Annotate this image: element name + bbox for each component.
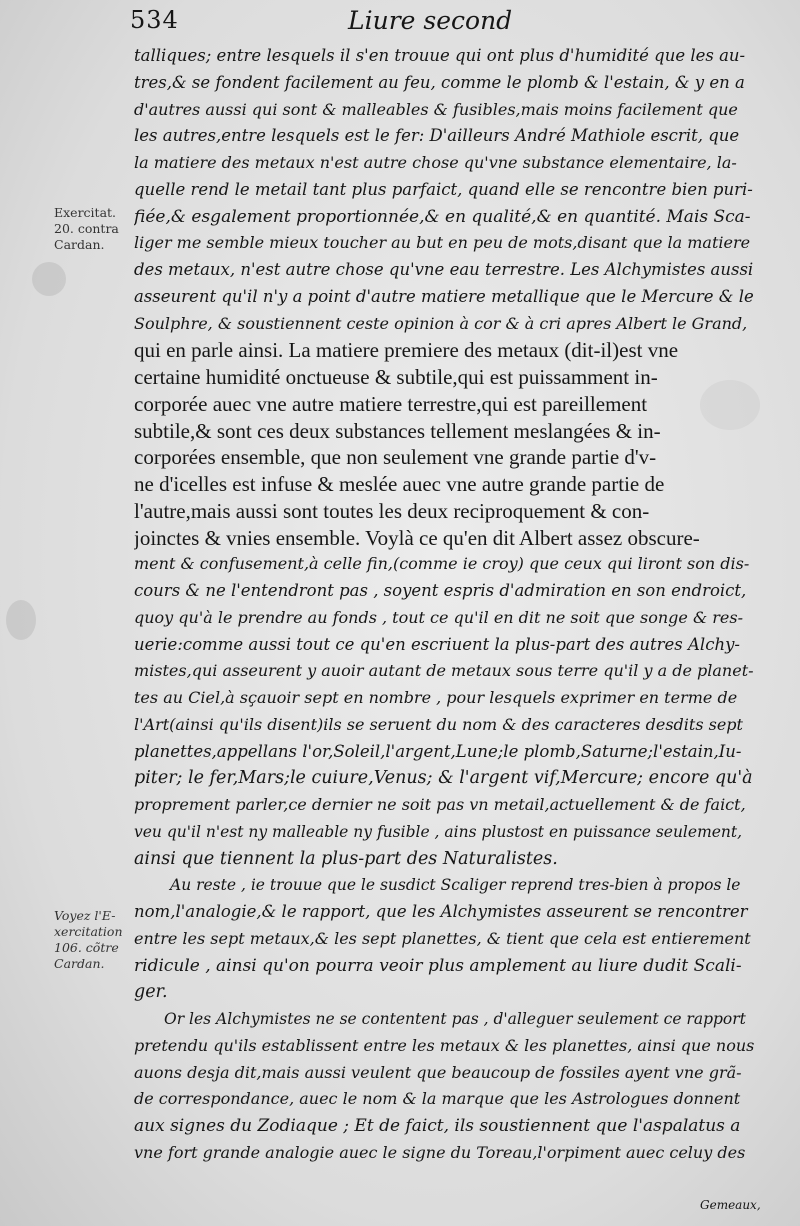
text-line: Au reste , ie trouue que le susdict Scaliger reprend tres-bien à propos le	[170, 876, 741, 895]
text-line: entre les sept metaux,& les sept planettes, & tient que cela est entierement	[134, 928, 751, 948]
text-line: joinctes & vnies ensemble. Voylà ce qu'en dit Albert assez obscure-	[134, 525, 700, 550]
page-header	[0, 6, 800, 40]
paper-stain	[32, 262, 66, 296]
text-line: subtile,& sont ces deux substances tellement meslangées & in-	[134, 418, 661, 443]
text-line: aux signes du Zodiaque ; Et de faict, ils soustiennent que l'aspalatus a	[134, 1116, 741, 1136]
margin-note-line: 106. cõtre	[54, 940, 119, 955]
text-line: piter; le fer,Mars;le cuiure,Venus; & l'argent vif,Mercure; encore qu'à	[134, 768, 753, 789]
text-line: liger me semble mieux toucher au but en peu de mots,disant que la matiere	[134, 233, 751, 253]
text-line: l'Art(ainsi qu'ils disent)ils se seruent du nom & des caracteres desdits sept	[134, 714, 743, 734]
text-line: veu qu'il n'est ny malleable ny fusible , ains plustost en puissance seulement,	[134, 822, 743, 841]
text-line: pretendu qu'ils establissent entre les metaux & les planettes, ainsi que nous	[134, 1035, 754, 1055]
text-line: asseurent qu'il n'y a point d'autre matiere metallique que le Mercure & le	[134, 286, 754, 306]
margin-note-exercitation	[54, 205, 140, 253]
margin-note-line: Exercitat.	[54, 205, 117, 220]
text-line: corporée auec vne autre matiere terrestre,qui est pareillement	[134, 391, 648, 416]
text-line: auons desja dit,mais aussi veulent que beaucoup de fossiles ayent vne grã-	[134, 1062, 742, 1082]
page-number: 534	[130, 6, 179, 34]
text-line: tres,& se fondent facilement au feu, comme le plomb & l'estain, & y en a	[134, 72, 745, 92]
text-line: vne fort grande analogie auec le signe du Toreau,l'orpiment auec celuy des	[134, 1142, 746, 1162]
text-line: mistes,qui asseurent y auoir autant de metaux sous terre qu'il y a de planet-	[134, 661, 754, 681]
margin-note-line: Cardan.	[54, 237, 105, 252]
text-line: ne d'icelles est infuse & meslée auec vne autre grande partie de	[134, 472, 665, 496]
margin-note-line: 20. contra	[54, 221, 119, 236]
text-line: la matiere des metaux n'est autre chose qu'vne substance elementaire, la-	[134, 153, 737, 172]
margin-note-line: xercitation	[54, 924, 123, 939]
catchword: Gemeaux,	[700, 1198, 761, 1212]
running-head: Liure second	[348, 6, 513, 35]
text-line: proprement parler,ce dernier ne soit pas vn metail,actuellement & de faict,	[134, 795, 746, 814]
paper-stain	[6, 600, 36, 640]
text-line: les autres,entre lesquels est le fer: D'ailleurs André Mathiole escrit, que	[134, 126, 740, 146]
text-line: quoy qu'à le prendre au fonds , tout ce qu'il en dit ne soit que songe & res-	[134, 607, 743, 627]
text-line: corporées ensemble, que non seulement vne grande partie d'v-	[134, 445, 657, 470]
margin-note-voyez	[54, 908, 140, 972]
text-line: qui en parle ainsi. La matiere premiere des metaux (dit-il)est vne	[134, 338, 679, 363]
main-text	[134, 43, 754, 1167]
text-line: de correspondance, auec le nom & la marque que les Astrologues donnent	[134, 1089, 741, 1109]
text-line: uerie:comme aussi tout ce qu'en escriuent la plus-part des autres Alchy-	[134, 634, 740, 654]
text-line: fiée,& esgalement proportionnée,& en qualité,& en quantité. Mais Sca-	[134, 206, 751, 227]
margin-note-line: Voyez l'E-	[54, 908, 116, 923]
text-line: tes au Ciel,à sçauoir sept en nombre , pour lesquels exprimer en terme de	[134, 688, 738, 707]
text-line: ger.	[134, 982, 168, 1003]
margin-note-line: Cardan.	[54, 956, 105, 971]
text-line: Soulphre, & soustiennent ceste opinion à cor & à cri apres Albert le Grand,	[134, 313, 748, 333]
text-line: cours & ne l'entendront pas , soyent espris d'admiration en son endroict,	[134, 581, 747, 600]
text-line: certaine humidité onctueuse & subtile,qui est puissamment in-	[134, 365, 658, 389]
text-line: Or les Alchymistes ne se contentent pas , d'alleguer seulement ce rapport	[164, 1010, 746, 1028]
text-line: talliques; entre lesquels il s'en trouue qui ont plus d'humidité que les au-	[134, 46, 746, 65]
text-line: ainsi que tiennent la plus-part des Naturalistes.	[134, 848, 558, 869]
text-line: nom,l'analogie,& le rapport, que les Alchymistes asseurent se rencontrer	[134, 902, 748, 921]
text-line: d'autres aussi qui sont & malleables & fusibles,mais moins facilement que	[134, 99, 738, 119]
text-line: ridicule , ainsi qu'on pourra veoir plus amplement au liure dudit Scali-	[134, 955, 742, 976]
text-line: des metaux, n'est autre chose qu'vne eau terrestre. Les Alchymistes aussi	[134, 260, 754, 279]
text-line: quelle rend le metail tant plus parfaict, quand elle se rencontre bien puri-	[134, 179, 753, 199]
text-line: planettes,appellans l'or,Soleil,l'argent,Lune;le plomb,Saturne;l'estain,Iu-	[134, 741, 742, 761]
text-line: ment & confusement,à celle fin,(comme ie croy) que ceux qui liront son dis-	[134, 554, 750, 574]
text-line: l'autre,mais aussi sont toutes les deux reciproquement & con-	[134, 498, 650, 523]
